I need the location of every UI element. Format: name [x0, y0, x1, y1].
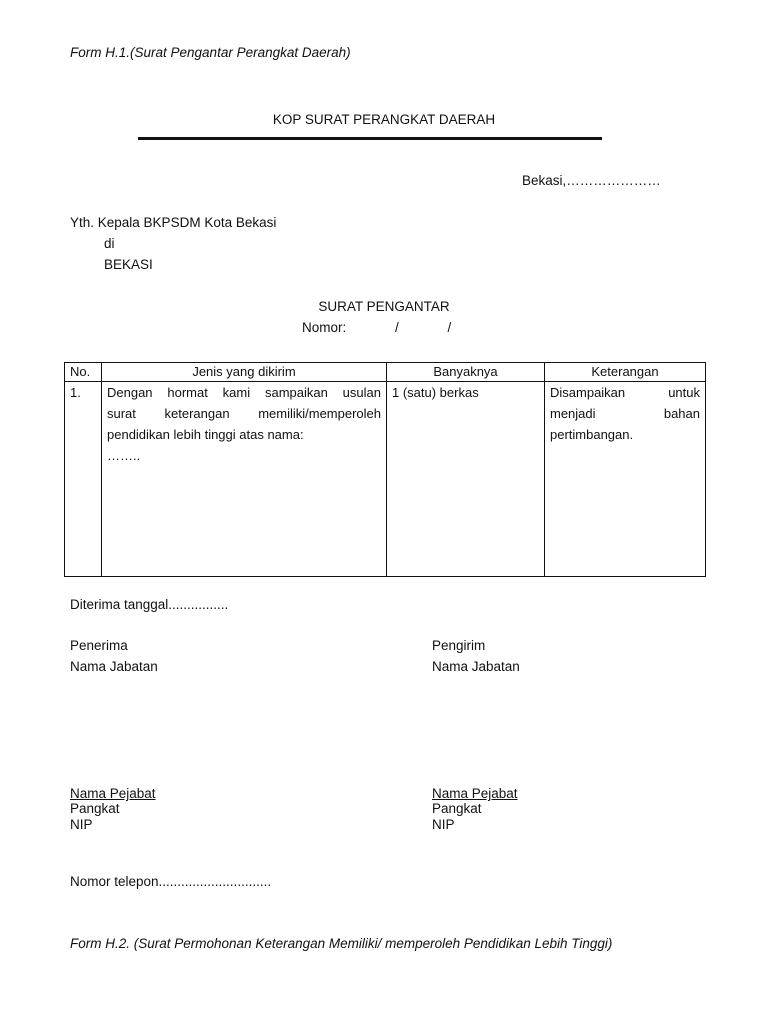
cell-banyaknya: 1 (satu) berkas [387, 382, 545, 577]
phone-number: Nomor telepon.............................. [70, 874, 272, 889]
header-jenis: Jenis yang dikirim [102, 363, 387, 382]
receiver-official-name: Nama Pejabat [70, 786, 156, 801]
receiver-role: Penerima [70, 638, 128, 653]
header-keterangan: Keterangan [545, 363, 706, 382]
letter-number: Nomor: / / [302, 320, 452, 335]
jenis-line: …….. [107, 448, 141, 463]
jenis-line: Dengan hormat kami sampaikan usulan [107, 385, 381, 400]
recipient-line-2: di [104, 236, 115, 251]
cell-no: 1. [65, 382, 102, 577]
receiver-rank: Pangkat [70, 801, 120, 816]
recipient-line-1: Yth. Kepala BKPSDM Kota Bekasi [70, 215, 277, 230]
sender-nip: NIP [432, 817, 455, 832]
sender-rank: Pangkat [432, 801, 482, 816]
place-date: Bekasi,………………… [522, 173, 661, 188]
sender-official-name: Nama Pejabat [432, 786, 518, 801]
recipient-line-3: BEKASI [104, 257, 153, 272]
cell-keterangan [545, 382, 706, 577]
receiver-position: Nama Jabatan [70, 659, 158, 674]
shipment-table [64, 362, 706, 577]
received-date: Diterima tanggal................ [70, 597, 229, 612]
cell-jenis [102, 382, 387, 577]
table-row [65, 382, 706, 577]
keterangan-line: menjadi bahan [550, 406, 700, 421]
sender-role: Pengirim [432, 638, 486, 653]
form-h1-title: Form H.1.(Surat Pengantar Perangkat Daerah) [70, 45, 351, 60]
letterhead-rule [138, 137, 602, 140]
keterangan-line: pertimbangan. [550, 427, 634, 442]
table-header-row [65, 363, 706, 382]
receiver-nip: NIP [70, 817, 93, 832]
letterhead-title: KOP SURAT PERANGKAT DAERAH [272, 112, 496, 127]
header-banyaknya: Banyaknya [387, 363, 545, 382]
jenis-line: surat keterangan memiliki/memperoleh [107, 406, 381, 421]
jenis-line: pendidikan lebih tinggi atas nama: [107, 427, 304, 442]
letter-title: SURAT PENGANTAR [318, 299, 450, 314]
keterangan-line: Disampaikan untuk [550, 385, 700, 400]
form-h2-title: Form H.2. (Surat Permohonan Keterangan Memiliki/ memperoleh Pendidikan Lebih Tinggi) [70, 936, 613, 951]
sender-position: Nama Jabatan [432, 659, 520, 674]
header-no: No. [65, 363, 102, 382]
